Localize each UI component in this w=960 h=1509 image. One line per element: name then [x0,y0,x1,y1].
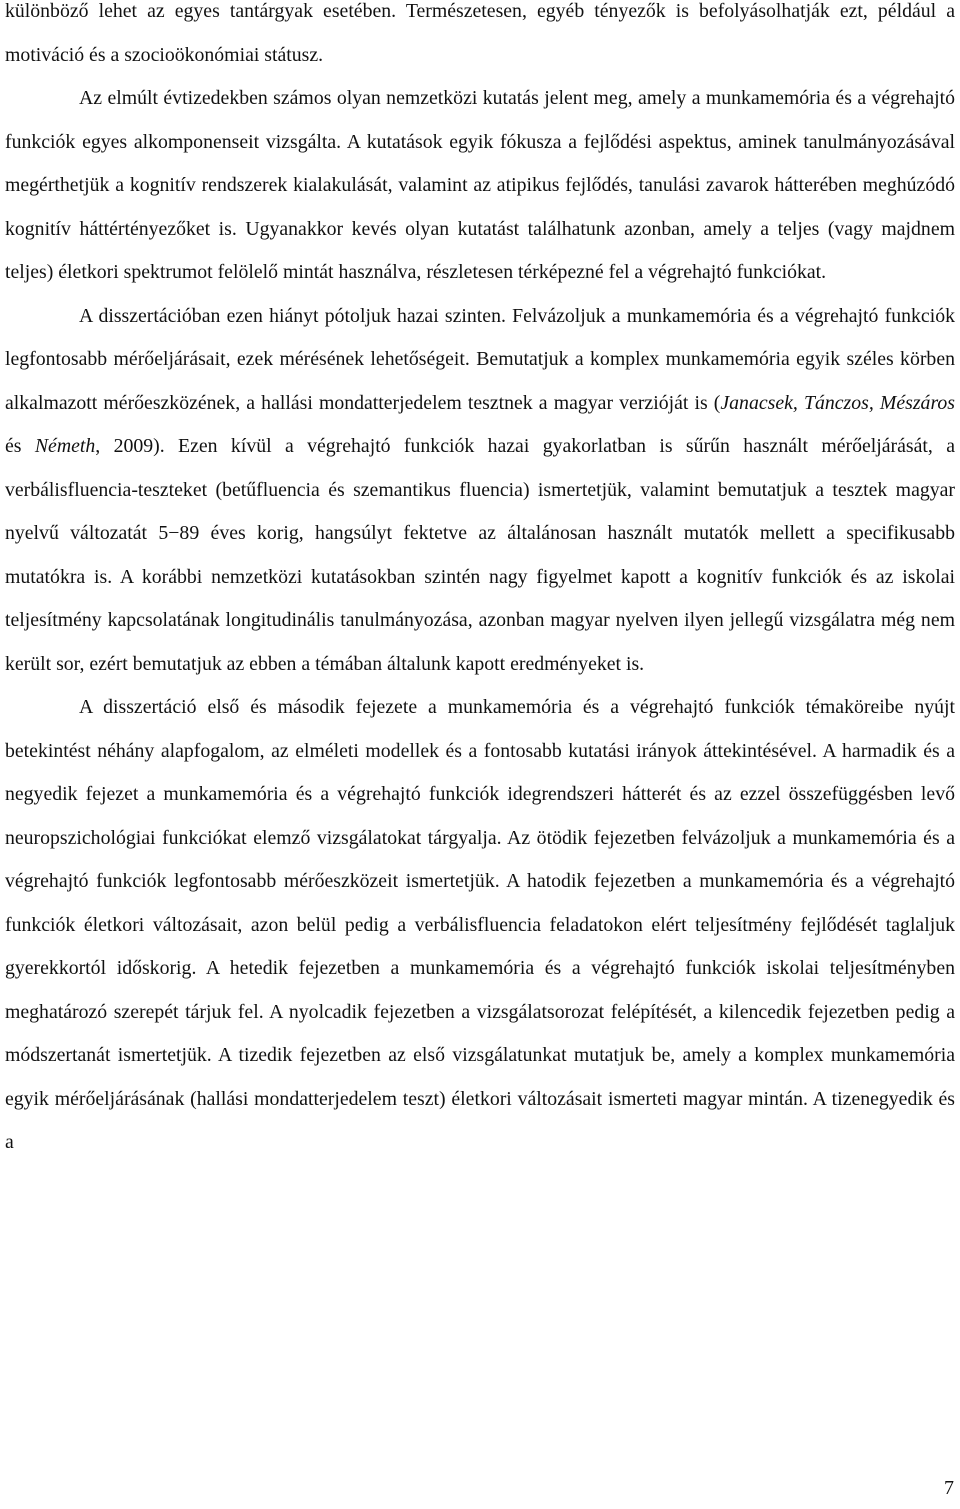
paragraph-2 [5,77,955,295]
citation-author-3: Mészáros [879,391,956,414]
page-number: 7 [944,1477,954,1499]
paragraph-1-text: különböző lehet az egyes tantárgyak esetében. Természetesen, egyéb tényezők is befolyásolhatják ezt, például a motiváció és a szocioökonómiai státusz. [5,0,955,66]
paragraph-3-text-b: , 2009). Ezen kívül a végrehajtó funkciók hazai gyakorlatban is sűrűn használt mérőeljárását, a verbálisfluencia-teszteket (betűfluencia és szemantikus fluencia) ismertetjük, valamint bemutatjuk a tesztek magyar nyelvű változatát 5−89 éves korig, hangsúlyt fektetve az általánosan használt mutatók mellett a specifikusabb mutatókra is. A korábbi nemzetközi kutatásokban szintén nagy figyelmet kapott a kognitív funkciók és az iskolai teljesítmény kapcsolatának longitudinális tanulmányozása, azonban magyar nyelven ilyen jellegű vizsgálatra még nem került sor, ezért bemutatjuk az ebben a témában általunk kapott eredményeket is. [5,435,955,675]
paragraph-2-text: Az elmúlt évtizedekben számos olyan nemzetközi kutatás jelent meg, amely a munkamemória és a végrehajtó funkciók egyes alkomponenseit vizsgálta. A kutatások egyik fókusza a fejlődési aspektus, aminek tanulmányozásával megérthetjük a kognitív rendszerek kialakulását, valamint az atipikus fejlődés, tanulási zavarok hátterében meghúzódó kognitív háttértényezőket is. Ugyanakkor kevés olyan kutatást találhatunk azonban, amely a teljes (vagy majdnem teljes) életkori spektrumot felölelő mintát használva, részletesen térképezné fel a végrehajtó funkciókat. [5,87,955,283]
document-body [5,0,955,1165]
paragraph-3-text-a: A disszertációban ezen hiányt pótoljuk hazai szinten. Felvázoljuk a munkamemória és a végrehajtó funkciók legfontosabb mérőeljárásait, ezek mérésének lehetőségeit. Bemutatjuk a komplex munkamemória egyik széles körben alkalmazott mérőeszközének, a hallási mondatterjedelem tesztnek a magyar verzióját is ( [5,304,955,414]
citation-author-4: Németh [34,435,96,457]
paragraph-4 [5,686,955,1165]
paragraph-3 [5,295,955,687]
citation-author-1: Janacsek [720,391,793,414]
citation-conjunction: és [5,435,35,457]
citation-separator-1: , [792,391,804,414]
paragraph-4-text: A disszertáció első és második fejezete a munkamemória és a végrehajtó funkciók témaköreibe nyújt betekintést néhány alapfogalom, az elméleti modellek és a fontosabb kutatási irányok áttekintésével. A harmadik és a negyedik fejezet a munkamemória és a végrehajtó funkciók idegrendszeri hátterét és az ezzel összefüggésben levő neuropszichológiai funkciókat elemző vizsgálatokat tárgyalja. Az ötödik fejezetben felvázoljuk a munkamemória és a végrehajtó funkciók legfontosabb mérőeszközeit ismertetjük. A hatodik fejezetben a munkamemória és a végrehajtó funkciók életkori változásait, azon belül pedig a verbálisfluencia feladatokon elért teljesítmény fejlődését taglaljuk gyerekkortól időskorig. A hetedik fejezetben a munkamemória és a végrehajtó funkciók iskolai teljesítményben meghatározó szerepét tárjuk fel. A nyolcadik fejezetben a vizsgálatsorozat felépítését, a kilencedik fejezetben pedig a módszertanát ismertetjük. A tizedik fejezetben az első vizsgálatunkat mutatjuk be, amely a komplex munkamemória egyik mérőeljárásának (hallási mondatterjedelem teszt) életkori változásait ismerteti magyar mintán. A tizenegyedik és a [5,696,955,1153]
paragraph-1 [5,0,955,77]
citation-author-2: Tánczos [803,391,869,414]
citation-separator-2: , [868,391,880,414]
